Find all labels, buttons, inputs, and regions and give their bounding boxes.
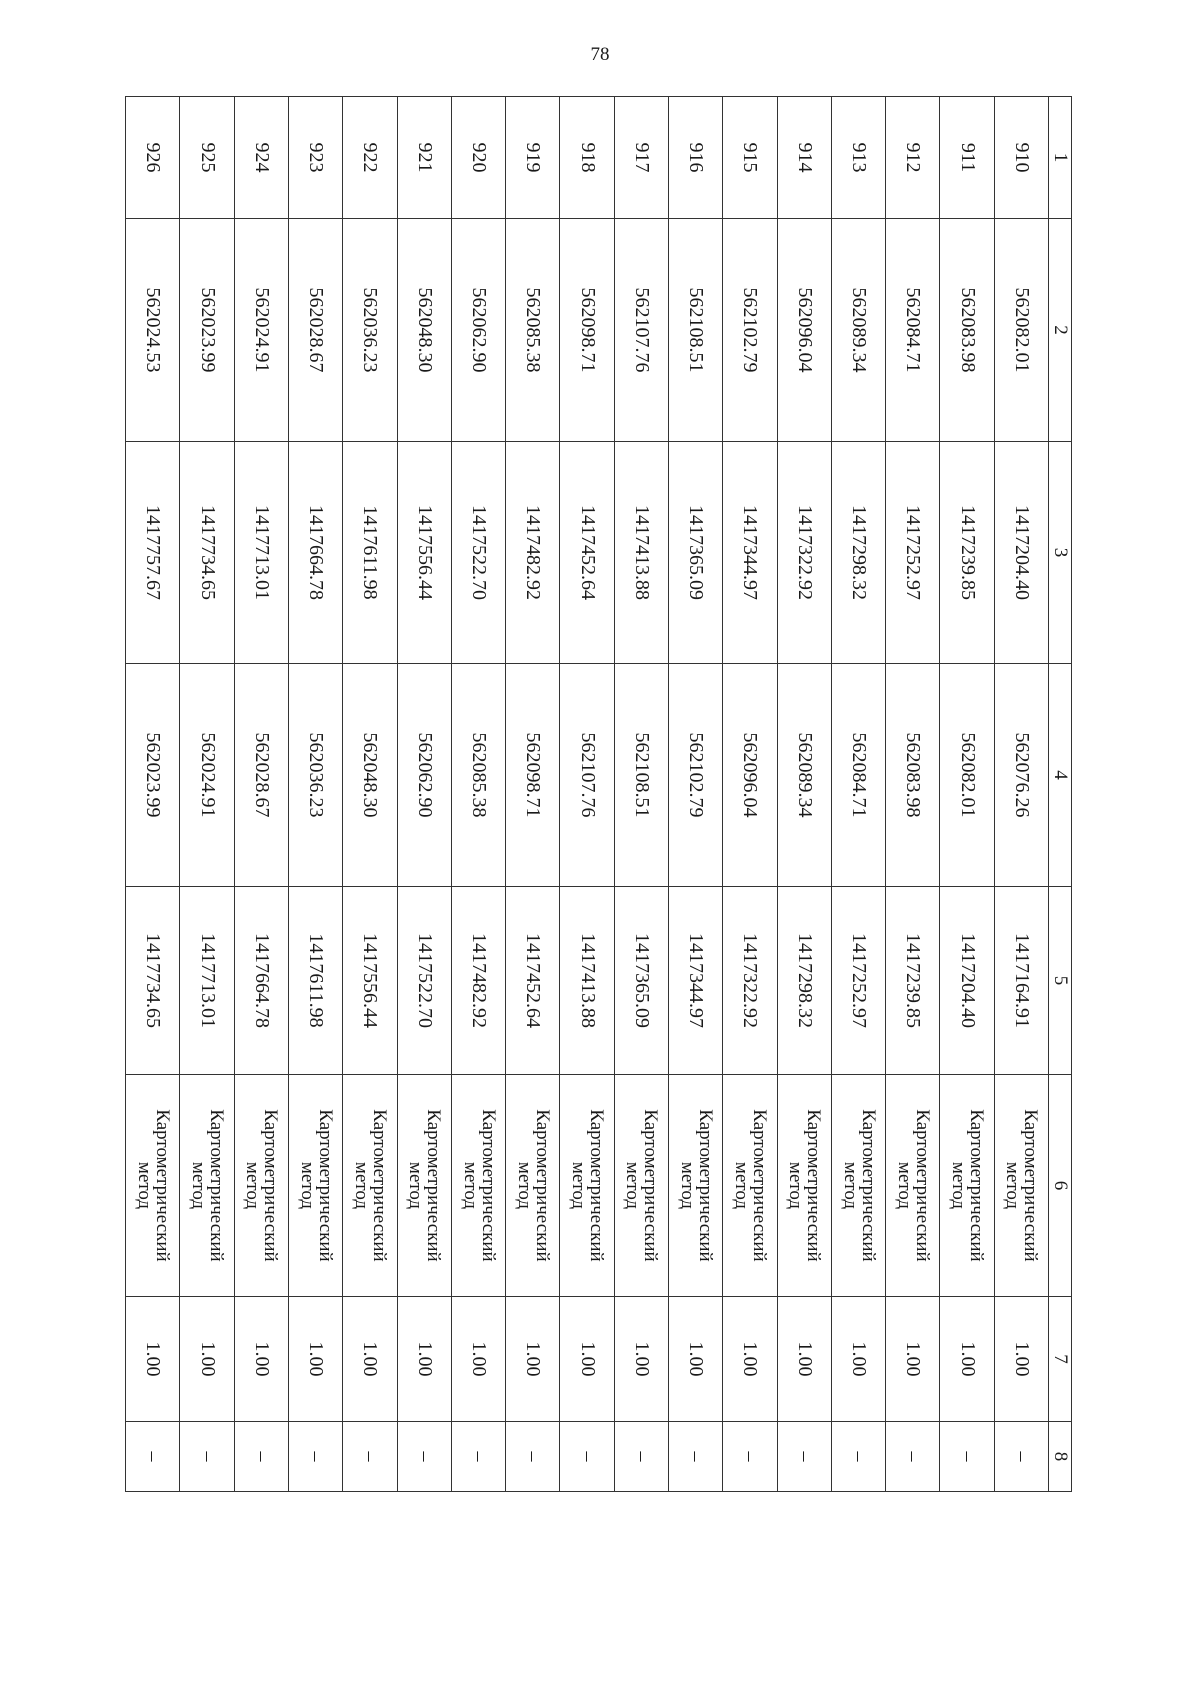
- y-end-cell: 1417164.91: [994, 887, 1048, 1075]
- method-cell: [940, 1075, 994, 1297]
- table-row: [180, 97, 234, 1492]
- point-number-cell: 925: [180, 97, 234, 219]
- point-number-cell: 922: [343, 97, 397, 219]
- y-start-cell: 1417365.09: [669, 442, 723, 664]
- table-header-row: [1049, 97, 1072, 1492]
- note-cell: –: [669, 1422, 723, 1492]
- method-cell: [397, 1075, 451, 1297]
- accuracy-cell: 1.00: [614, 1297, 668, 1422]
- point-number-cell: 917: [614, 97, 668, 219]
- y-start-cell: 1417713.01: [234, 442, 288, 664]
- method-line-2: метод: [676, 1161, 698, 1210]
- x-start-cell: 562082.01: [994, 219, 1048, 442]
- y-start-cell: 1417413.88: [614, 442, 668, 664]
- y-end-cell: 1417322.92: [723, 887, 777, 1075]
- method-line-1: Картометрический: [966, 1109, 988, 1262]
- y-end-cell: 1417522.70: [397, 887, 451, 1075]
- y-start-cell: 1417482.92: [506, 442, 560, 664]
- y-start-cell: 1417757.67: [126, 442, 181, 664]
- method-line-1: Картометрический: [586, 1109, 608, 1262]
- point-number-cell: 912: [886, 97, 940, 219]
- accuracy-cell: 1.00: [886, 1297, 940, 1422]
- table-row: [669, 97, 723, 1492]
- y-end-cell: 1417344.97: [669, 887, 723, 1075]
- x-end-cell: 562107.76: [560, 664, 614, 887]
- y-end-cell: 1417664.78: [234, 887, 288, 1075]
- column-header: 2: [1049, 219, 1072, 442]
- method-cell: [723, 1075, 777, 1297]
- y-end-cell: 1417298.32: [777, 887, 831, 1075]
- y-start-cell: 1417252.97: [886, 442, 940, 664]
- method-line-1: Картометрический: [151, 1109, 173, 1262]
- table-row: [289, 97, 343, 1492]
- method-line-2: метод: [730, 1161, 752, 1210]
- point-number-cell: 913: [831, 97, 885, 219]
- x-start-cell: 562048.30: [397, 219, 451, 442]
- x-start-cell: 562083.98: [940, 219, 994, 442]
- note-cell: –: [397, 1422, 451, 1492]
- method-line-2: метод: [785, 1161, 807, 1210]
- y-start-cell: 1417239.85: [940, 442, 994, 664]
- x-end-cell: 562062.90: [397, 664, 451, 887]
- x-start-cell: 562084.71: [886, 219, 940, 442]
- x-start-cell: 562089.34: [831, 219, 885, 442]
- y-start-cell: 1417556.44: [397, 442, 451, 664]
- method-cell: [343, 1075, 397, 1297]
- method-cell: [451, 1075, 505, 1297]
- y-end-cell: 1417452.64: [506, 887, 560, 1075]
- method-line-1: Картометрический: [748, 1109, 770, 1262]
- method-line-2: метод: [459, 1161, 481, 1210]
- note-cell: –: [289, 1422, 343, 1492]
- method-line-2: метод: [350, 1161, 372, 1210]
- point-number-cell: 918: [560, 97, 614, 219]
- coordinates-table: [125, 96, 1072, 1492]
- method-line-2: метод: [893, 1161, 915, 1210]
- column-header: 4: [1049, 664, 1072, 887]
- method-line-1: Картометрический: [1020, 1109, 1042, 1262]
- method-line-1: Картометрический: [260, 1109, 282, 1262]
- note-cell: –: [234, 1422, 288, 1492]
- method-line-1: Картометрический: [640, 1109, 662, 1262]
- method-cell: [289, 1075, 343, 1297]
- accuracy-cell: 1.00: [126, 1297, 181, 1422]
- y-end-cell: 1417204.40: [940, 887, 994, 1075]
- method-line-1: Картометрический: [477, 1109, 499, 1262]
- point-number-cell: 921: [397, 97, 451, 219]
- note-cell: –: [506, 1422, 560, 1492]
- column-header: 6: [1049, 1075, 1072, 1297]
- method-line-2: метод: [513, 1161, 535, 1210]
- method-cell: [560, 1075, 614, 1297]
- point-number-cell: 926: [126, 97, 181, 219]
- y-start-cell: 1417298.32: [831, 442, 885, 664]
- table-row: [506, 97, 560, 1492]
- method-line-2: метод: [1002, 1161, 1024, 1210]
- y-start-cell: 1417344.97: [723, 442, 777, 664]
- point-number-cell: 919: [506, 97, 560, 219]
- accuracy-cell: 1.00: [180, 1297, 234, 1422]
- y-start-cell: 1417204.40: [994, 442, 1048, 664]
- accuracy-cell: 1.00: [343, 1297, 397, 1422]
- table-row: [451, 97, 505, 1492]
- method-line-2: метод: [839, 1161, 861, 1210]
- note-cell: –: [180, 1422, 234, 1492]
- x-end-cell: 562098.71: [506, 664, 560, 887]
- method-line-1: Картометрический: [314, 1109, 336, 1262]
- note-cell: –: [940, 1422, 994, 1492]
- y-start-cell: 1417664.78: [289, 442, 343, 664]
- point-number-cell: 923: [289, 97, 343, 219]
- table-row: [397, 97, 451, 1492]
- method-line-1: Картометрический: [206, 1109, 228, 1262]
- note-cell: –: [126, 1422, 181, 1492]
- point-number-cell: 916: [669, 97, 723, 219]
- x-start-cell: 562024.91: [234, 219, 288, 442]
- note-cell: –: [886, 1422, 940, 1492]
- accuracy-cell: 1.00: [451, 1297, 505, 1422]
- note-cell: –: [451, 1422, 505, 1492]
- column-header: 1: [1049, 97, 1072, 219]
- y-end-cell: 1417734.65: [126, 887, 181, 1075]
- page-number: 78: [590, 44, 610, 65]
- accuracy-cell: 1.00: [669, 1297, 723, 1422]
- x-end-cell: 562048.30: [343, 664, 397, 887]
- accuracy-cell: 1.00: [831, 1297, 885, 1422]
- method-cell: [669, 1075, 723, 1297]
- note-cell: –: [343, 1422, 397, 1492]
- x-end-cell: 562085.38: [451, 664, 505, 887]
- note-cell: –: [614, 1422, 668, 1492]
- method-line-2: метод: [242, 1161, 264, 1210]
- method-cell: [506, 1075, 560, 1297]
- x-start-cell: 562108.51: [669, 219, 723, 442]
- method-line-1: Картометрический: [423, 1109, 445, 1262]
- x-start-cell: 562098.71: [560, 219, 614, 442]
- y-end-cell: 1417556.44: [343, 887, 397, 1075]
- y-end-cell: 1417713.01: [180, 887, 234, 1075]
- method-line-2: метод: [188, 1161, 210, 1210]
- x-end-cell: 562084.71: [831, 664, 885, 887]
- accuracy-cell: 1.00: [994, 1297, 1048, 1422]
- x-start-cell: 562028.67: [289, 219, 343, 442]
- accuracy-cell: 1.00: [560, 1297, 614, 1422]
- table-row: [886, 97, 940, 1492]
- point-number-cell: 914: [777, 97, 831, 219]
- y-start-cell: 1417611.98: [343, 442, 397, 664]
- x-end-cell: 562082.01: [940, 664, 994, 887]
- table-row: [126, 97, 181, 1492]
- column-header: 5: [1049, 887, 1072, 1075]
- table-row: [777, 97, 831, 1492]
- x-start-cell: 562096.04: [777, 219, 831, 442]
- point-number-cell: 920: [451, 97, 505, 219]
- method-cell: [886, 1075, 940, 1297]
- accuracy-cell: 1.00: [234, 1297, 288, 1422]
- method-cell: [777, 1075, 831, 1297]
- note-cell: –: [560, 1422, 614, 1492]
- x-end-cell: 562102.79: [669, 664, 723, 887]
- column-header: 3: [1049, 442, 1072, 664]
- y-end-cell: 1417239.85: [886, 887, 940, 1075]
- method-line-2: метод: [133, 1161, 155, 1210]
- method-line-1: Картометрический: [531, 1109, 553, 1262]
- method-line-2: метод: [405, 1161, 427, 1210]
- method-line-1: Картометрический: [368, 1109, 390, 1262]
- x-end-cell: 562076.26: [994, 664, 1048, 887]
- coordinates-table-container: [125, 96, 1072, 1491]
- note-cell: –: [723, 1422, 777, 1492]
- method-line-1: Картометрический: [803, 1109, 825, 1262]
- x-start-cell: 562102.79: [723, 219, 777, 442]
- table-row: [343, 97, 397, 1492]
- method-cell: [614, 1075, 668, 1297]
- x-start-cell: 562107.76: [614, 219, 668, 442]
- y-end-cell: 1417413.88: [560, 887, 614, 1075]
- accuracy-cell: 1.00: [723, 1297, 777, 1422]
- x-start-cell: 562036.23: [343, 219, 397, 442]
- point-number-cell: 924: [234, 97, 288, 219]
- method-cell: [234, 1075, 288, 1297]
- method-line-2: метод: [568, 1161, 590, 1210]
- accuracy-cell: 1.00: [940, 1297, 994, 1422]
- table-row: [723, 97, 777, 1492]
- y-start-cell: 1417734.65: [180, 442, 234, 664]
- method-line-1: Картометрический: [857, 1109, 879, 1262]
- x-end-cell: 562096.04: [723, 664, 777, 887]
- column-header: 8: [1049, 1422, 1072, 1492]
- method-line-2: метод: [622, 1161, 644, 1210]
- x-end-cell: 562028.67: [234, 664, 288, 887]
- table-row: [614, 97, 668, 1492]
- table-row: [560, 97, 614, 1492]
- accuracy-cell: 1.00: [397, 1297, 451, 1422]
- method-cell: [831, 1075, 885, 1297]
- note-cell: –: [831, 1422, 885, 1492]
- y-end-cell: 1417482.92: [451, 887, 505, 1075]
- point-number-cell: 911: [940, 97, 994, 219]
- x-end-cell: 562024.91: [180, 664, 234, 887]
- x-start-cell: 562023.99: [180, 219, 234, 442]
- table-row: [234, 97, 288, 1492]
- method-line-2: метод: [948, 1161, 970, 1210]
- method-line-2: метод: [296, 1161, 318, 1210]
- table-row: [831, 97, 885, 1492]
- method-cell: [180, 1075, 234, 1297]
- accuracy-cell: 1.00: [289, 1297, 343, 1422]
- x-start-cell: 562024.53: [126, 219, 181, 442]
- y-end-cell: 1417365.09: [614, 887, 668, 1075]
- accuracy-cell: 1.00: [777, 1297, 831, 1422]
- x-start-cell: 562085.38: [506, 219, 560, 442]
- x-start-cell: 562062.90: [451, 219, 505, 442]
- y-start-cell: 1417322.92: [777, 442, 831, 664]
- note-cell: –: [994, 1422, 1048, 1492]
- note-cell: –: [777, 1422, 831, 1492]
- method-cell: [126, 1075, 181, 1297]
- y-start-cell: 1417522.70: [451, 442, 505, 664]
- y-end-cell: 1417611.98: [289, 887, 343, 1075]
- y-end-cell: 1417252.97: [831, 887, 885, 1075]
- x-end-cell: 562083.98: [886, 664, 940, 887]
- table-row: [994, 97, 1048, 1492]
- table-row: [940, 97, 994, 1492]
- x-end-cell: 562023.99: [126, 664, 181, 887]
- method-cell: [994, 1075, 1048, 1297]
- table-body: [126, 97, 1049, 1492]
- x-end-cell: 562089.34: [777, 664, 831, 887]
- accuracy-cell: 1.00: [506, 1297, 560, 1422]
- point-number-cell: 910: [994, 97, 1048, 219]
- x-end-cell: 562036.23: [289, 664, 343, 887]
- point-number-cell: 915: [723, 97, 777, 219]
- method-line-1: Картометрический: [911, 1109, 933, 1262]
- column-header: 7: [1049, 1297, 1072, 1422]
- method-line-1: Картометрический: [694, 1109, 716, 1262]
- y-start-cell: 1417452.64: [560, 442, 614, 664]
- x-end-cell: 562108.51: [614, 664, 668, 887]
